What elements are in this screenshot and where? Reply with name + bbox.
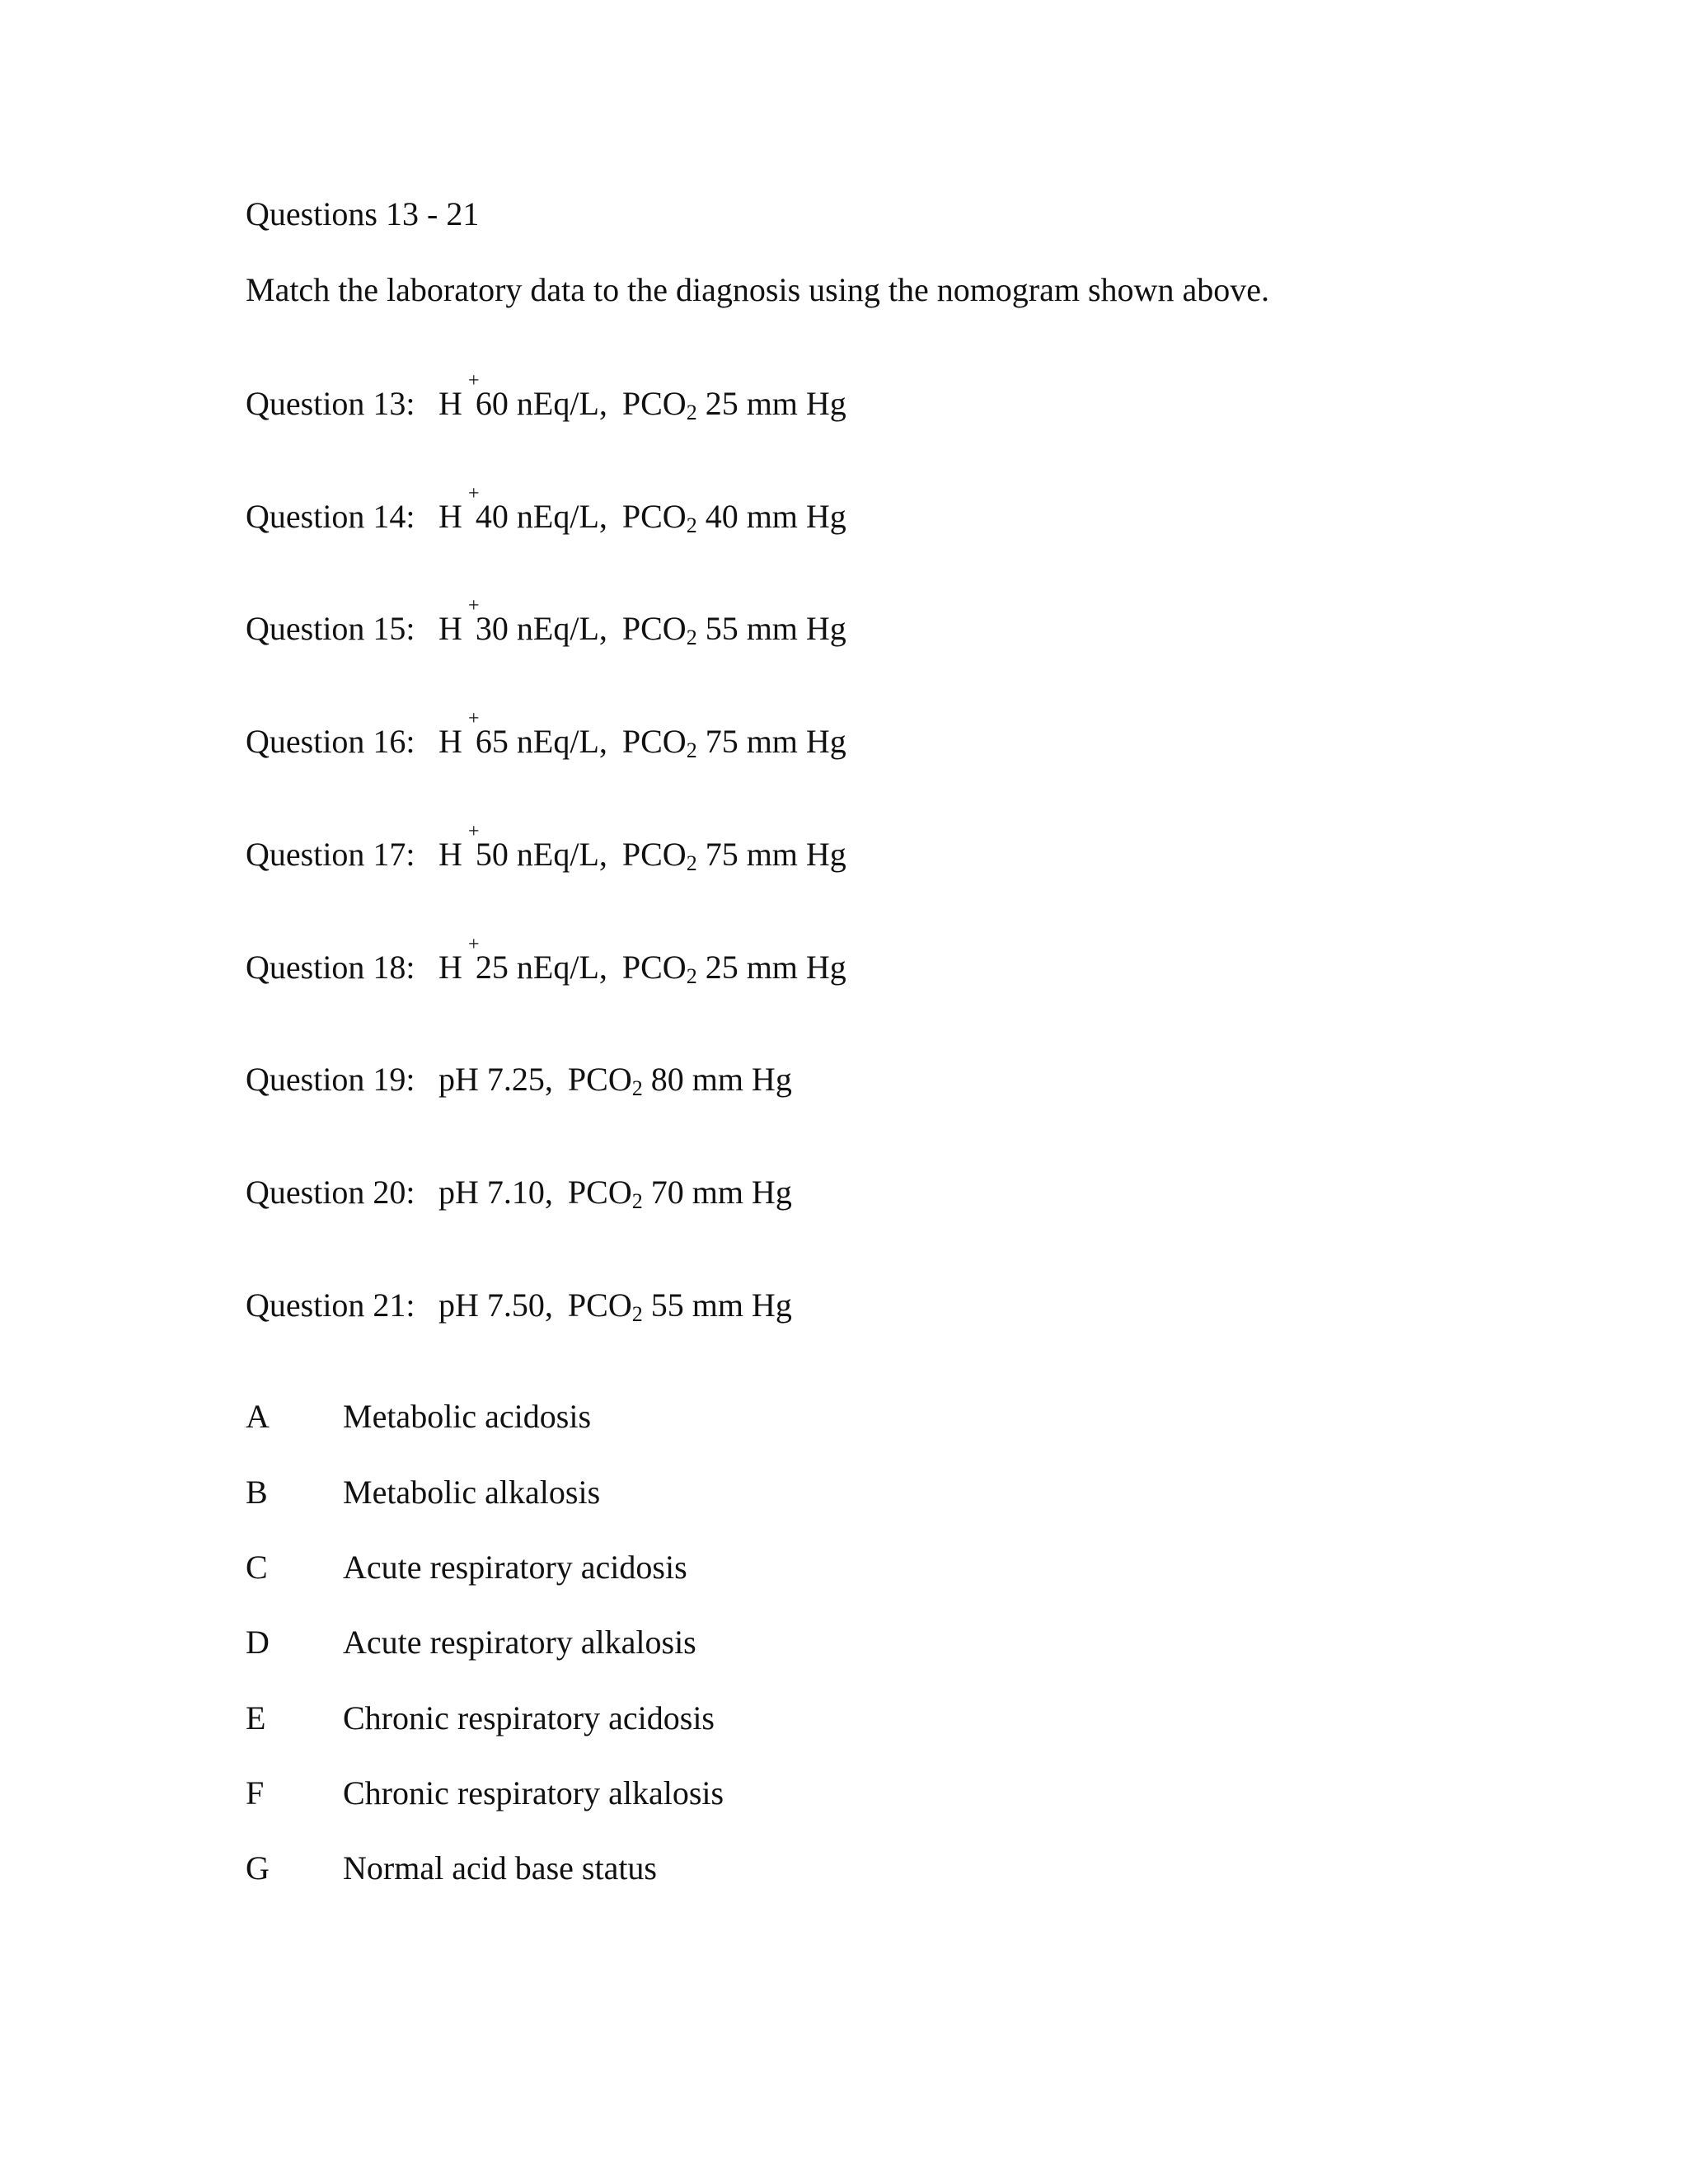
pco2-label: $PCO_2$ xyxy=(621,949,697,988)
pco2-value: 75 mm Hg xyxy=(705,836,846,873)
h-symbol: H xyxy=(438,610,462,647)
answer-option xyxy=(246,1623,696,1662)
instructions: Match the laboratory data to the diagnosis using the nomogram shown above. xyxy=(246,271,1269,308)
question-data xyxy=(438,370,846,424)
pco2-value: 70 mm Hg xyxy=(650,1174,792,1211)
hydrogen-ion xyxy=(438,595,480,649)
h-value: 40 nEq/L, xyxy=(475,498,607,535)
question-label: Question 15: xyxy=(246,610,415,647)
hydrogen-ion xyxy=(438,708,480,762)
option-text: Normal acid base status xyxy=(343,1849,657,1886)
h-value: 50 nEq/L, xyxy=(475,836,607,873)
question-label: Question 18: xyxy=(246,949,415,986)
pco2-value: 40 mm Hg xyxy=(705,498,846,535)
question-label: Question 14: xyxy=(246,498,415,535)
option-letter: E xyxy=(246,1699,266,1736)
h-superscript: + xyxy=(468,595,480,616)
h-value: 60 nEq/L, xyxy=(475,385,607,422)
option-text: Chronic respiratory acidosis xyxy=(343,1699,715,1736)
question-label: Question 20: xyxy=(246,1174,415,1211)
pco2-value: 25 mm Hg xyxy=(705,949,846,986)
ph-value: pH 7.25, xyxy=(438,1061,553,1098)
option-letter: C xyxy=(246,1549,268,1586)
h-superscript: + xyxy=(468,708,480,729)
h-symbol: H xyxy=(438,723,462,760)
question-data xyxy=(438,708,846,762)
h-value: 30 nEq/L, xyxy=(475,610,607,647)
question-row xyxy=(246,370,846,424)
pco2-label: $PCO_2$ xyxy=(567,1061,643,1100)
page-heading: Questions 13 - 21 xyxy=(246,195,480,232)
option-letter: A xyxy=(246,1398,270,1435)
question-label: Question 21: xyxy=(246,1286,415,1324)
question-data xyxy=(438,1173,792,1212)
question-row xyxy=(246,595,846,649)
ph-value: pH 7.50, xyxy=(438,1286,553,1324)
question-row xyxy=(246,483,846,537)
option-letter: G xyxy=(246,1849,270,1886)
h-superscript: + xyxy=(468,821,480,842)
h-symbol: H xyxy=(438,949,462,986)
h-superscript: + xyxy=(468,934,480,955)
pco2-label: $PCO_2$ xyxy=(621,498,697,537)
question-row xyxy=(246,1286,792,1325)
pco2-label: $PCO_2$ xyxy=(567,1174,643,1213)
pco2-value: 80 mm Hg xyxy=(650,1061,792,1098)
option-text: Chronic respiratory alkalosis xyxy=(343,1774,724,1811)
option-letter: B xyxy=(246,1474,268,1511)
h-symbol: H xyxy=(438,498,462,535)
option-text: Acute respiratory alkalosis xyxy=(343,1624,696,1661)
hydrogen-ion xyxy=(438,821,480,874)
question-row xyxy=(246,934,846,988)
h-superscript: + xyxy=(468,483,480,504)
pco2-value: 75 mm Hg xyxy=(705,723,846,760)
h-superscript: + xyxy=(468,370,480,391)
question-row xyxy=(246,708,846,762)
question-data xyxy=(438,821,846,875)
answer-option xyxy=(246,1473,600,1512)
option-text: Acute respiratory acidosis xyxy=(343,1549,687,1586)
question-label: Question 13: xyxy=(246,385,415,422)
question-data xyxy=(438,483,846,537)
option-letter: D xyxy=(246,1624,270,1661)
question-data xyxy=(438,1060,792,1099)
option-text: Metabolic acidosis xyxy=(343,1398,592,1435)
option-text: Metabolic alkalosis xyxy=(343,1474,601,1511)
hydrogen-ion xyxy=(438,370,480,424)
question-row xyxy=(246,821,846,875)
ph-value: pH 7.10, xyxy=(438,1174,553,1211)
pco2-label: $PCO_2$ xyxy=(567,1286,643,1326)
question-label: Question 17: xyxy=(246,836,415,873)
question-data xyxy=(438,934,846,988)
h-value: 25 nEq/L, xyxy=(475,949,607,986)
pco2-value: 55 mm Hg xyxy=(650,1286,792,1324)
question-label: Question 19: xyxy=(246,1061,415,1098)
answer-option xyxy=(246,1699,715,1738)
answer-option xyxy=(246,1397,591,1436)
hydrogen-ion xyxy=(438,934,480,987)
question-label: Question 16: xyxy=(246,723,415,760)
pco2-label: $PCO_2$ xyxy=(621,385,697,424)
pco2-label: $PCO_2$ xyxy=(621,610,697,649)
answer-option xyxy=(246,1849,657,1888)
pco2-value: 25 mm Hg xyxy=(705,385,846,422)
answer-option xyxy=(246,1774,724,1813)
question-data xyxy=(438,1286,792,1325)
pco2-label: $PCO_2$ xyxy=(621,836,697,875)
pco2-label: $PCO_2$ xyxy=(621,723,697,762)
question-data xyxy=(438,595,846,649)
h-symbol: H xyxy=(438,836,462,873)
question-row xyxy=(246,1060,792,1099)
option-letter: F xyxy=(246,1774,265,1811)
question-row xyxy=(246,1173,792,1212)
h-symbol: H xyxy=(438,385,462,422)
answer-option xyxy=(246,1548,687,1587)
pco2-value: 55 mm Hg xyxy=(705,610,846,647)
hydrogen-ion xyxy=(438,483,480,537)
h-value: 65 nEq/L, xyxy=(475,723,607,760)
